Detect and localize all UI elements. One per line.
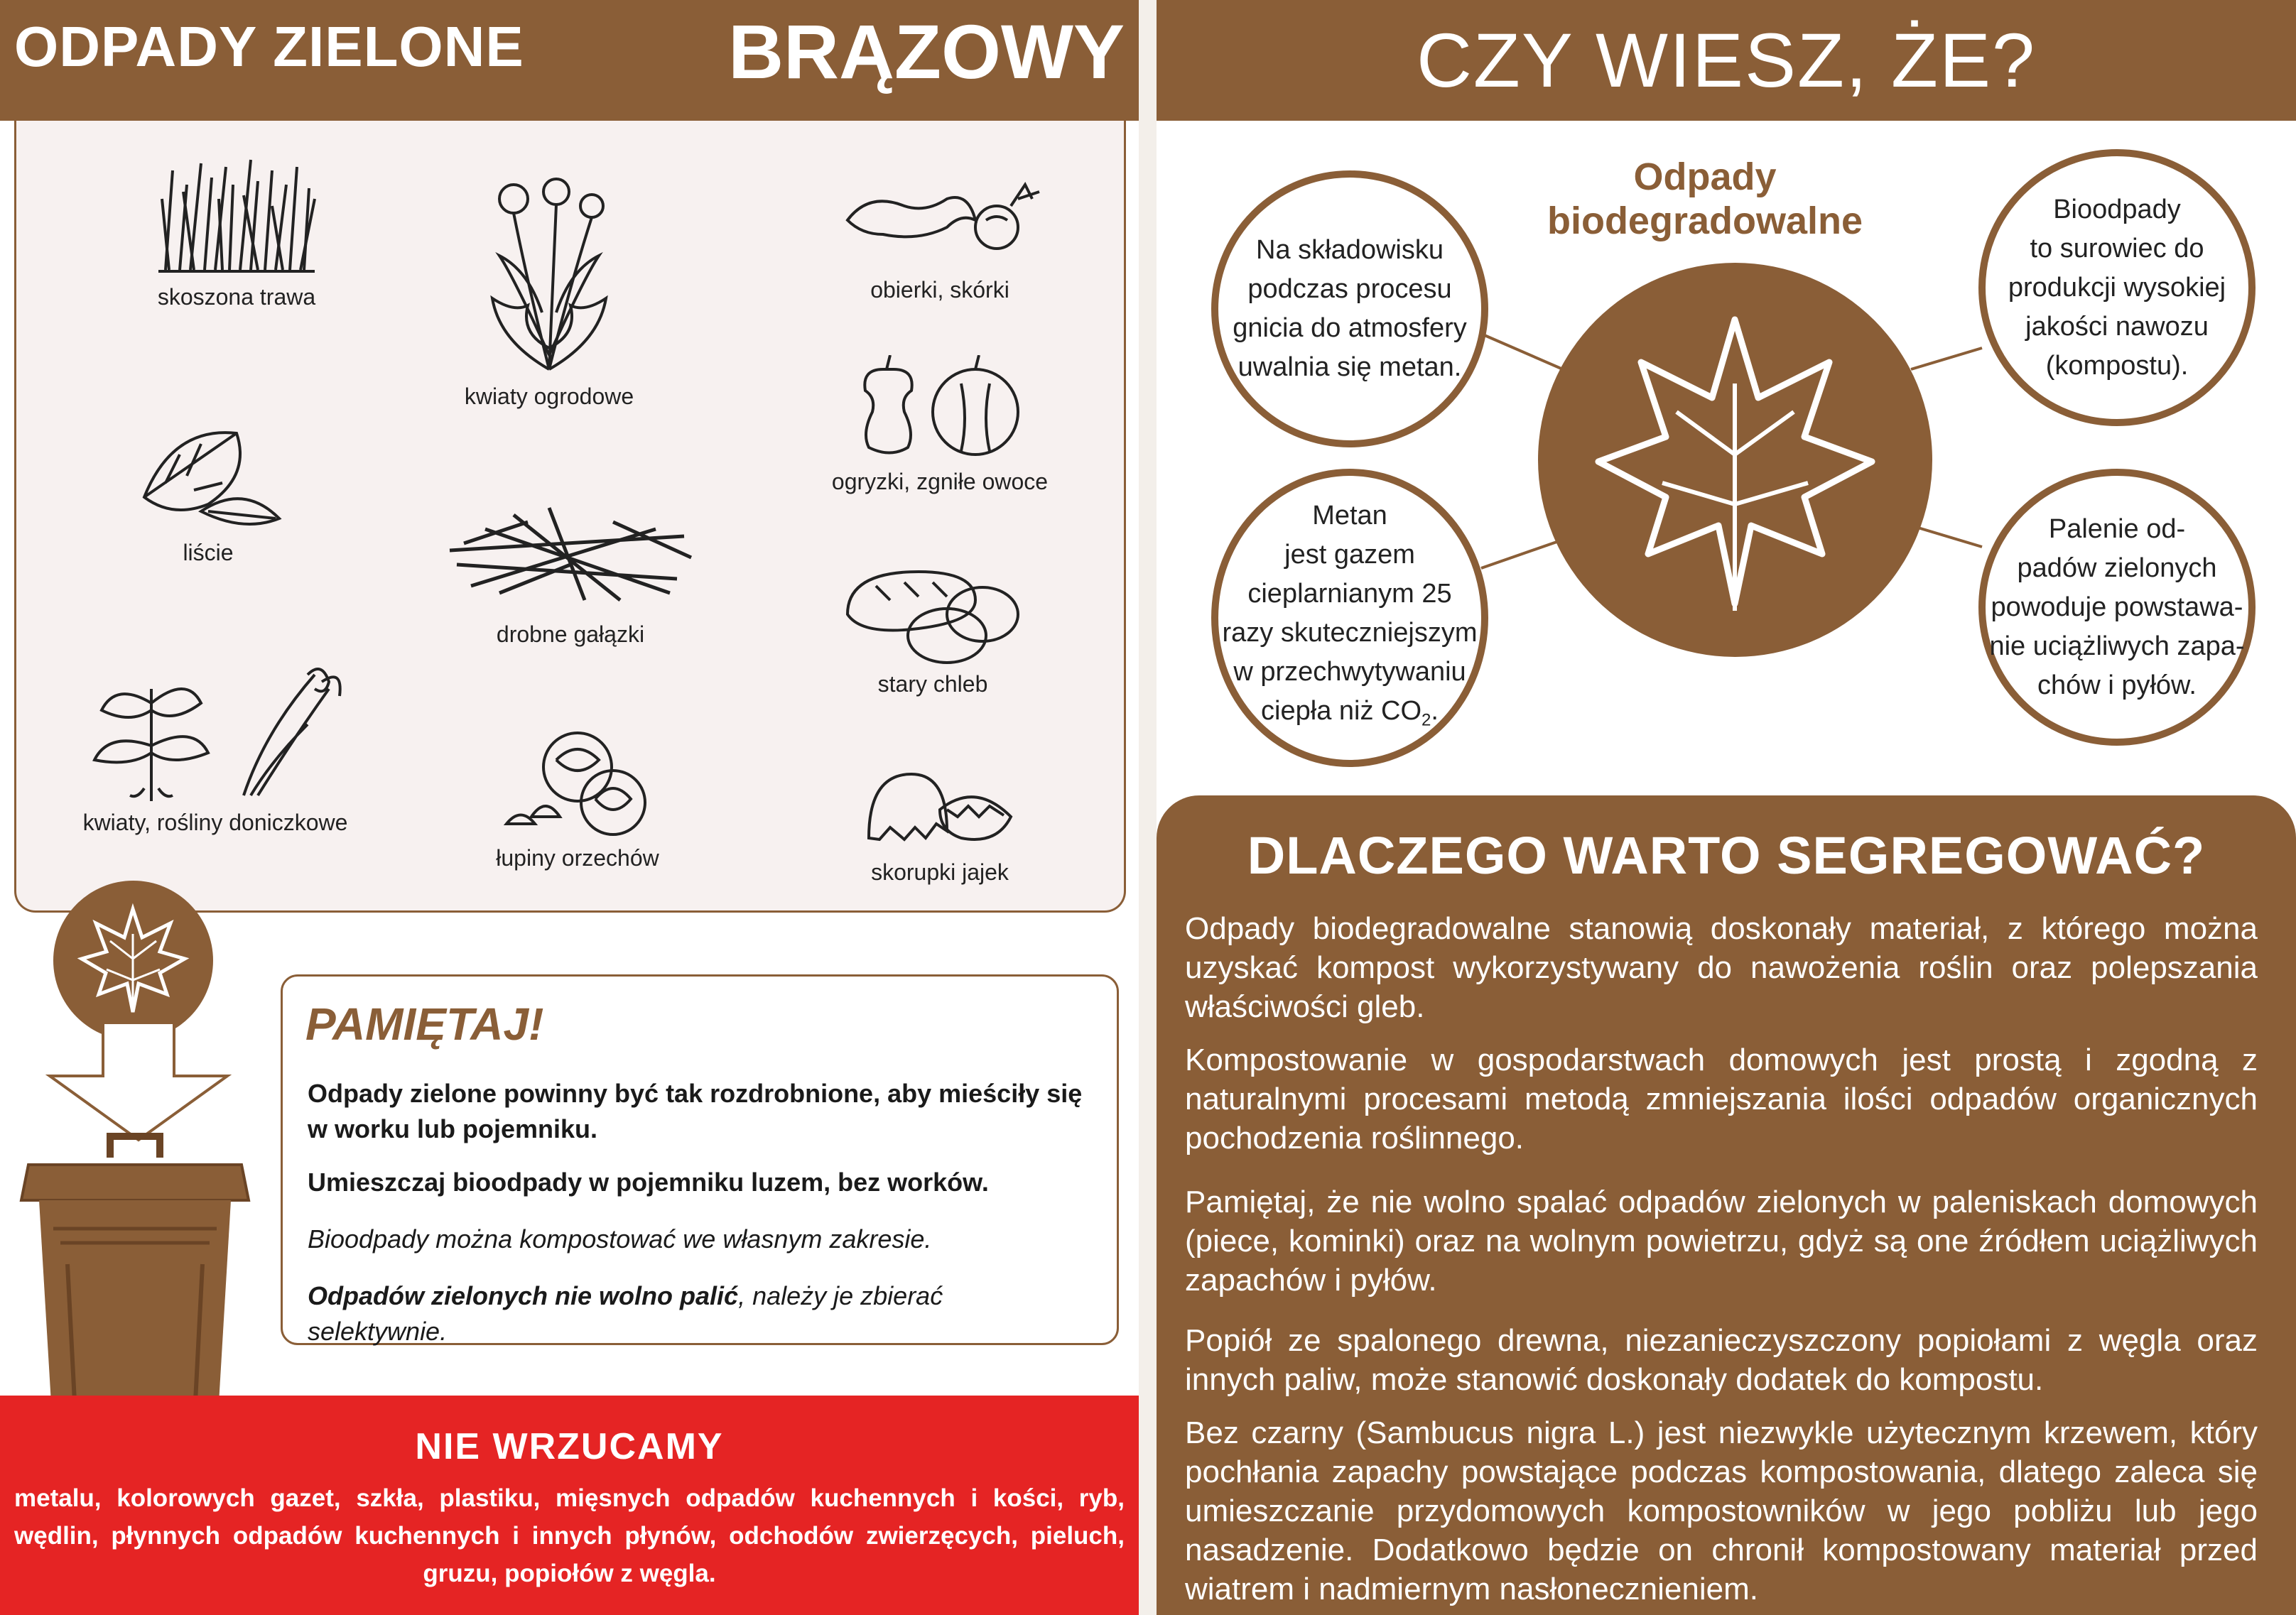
- remember-tip-1: Odpady zielone powinny być tak rozdrobnione, aby mieściły się w worku lub pojemniku.: [308, 1079, 1083, 1143]
- why-paragraph: Odpady biodegradowalne stanowią doskonały materiał, z którego można uzyskać kompost wykorzystywany do nawożenia roślin oraz polepszania właściwości gleb.: [1185, 911, 2258, 1024]
- fact-text: Bioodpady to surowiec do produkcji wysokiej jakości nawozu (kompostu).: [2008, 194, 2226, 381]
- fact-text: Metan jest gazem cieplarnianym 25 razy skuteczniejszym w przechwytywaniu ciepła niż CO: [1222, 500, 1478, 726]
- not-allowed-text: metalu, kolorowych gazet, szkła, plastiku, mięsnych odpadów kuchennych i kości, ryb, wędlin, płynnych odpadów kuchennych i innych płynów, odchodów zwierzęcych, pieluch, gruzu, popiołów z węgla.: [14, 1484, 1125, 1587]
- why-segregate-panel: [1157, 795, 2296, 1615]
- fact-text: Na składowisku podczas procesu gnicia do atmosfery uwalnia się metan.: [1233, 235, 1467, 382]
- remember-box: [281, 974, 1119, 1345]
- fact-bubble-greenhouse: [1211, 469, 1488, 767]
- left-header-title: ODPADY ZIELONE: [14, 15, 524, 78]
- item-label: ogryzki, zgniłe owoce: [831, 469, 1049, 494]
- why-title: DLACZEGO WARTO SEGREGOWAĆ?: [1247, 826, 2206, 885]
- maple-leaf-icon: [53, 881, 213, 1040]
- remember-tip-4-rest: , należy je zbierać selektywnie.: [308, 1281, 943, 1346]
- item-label: skorupki jajek: [871, 859, 1009, 885]
- remember-tip-4-bold: Odpadów zielonych nie wolno palić: [308, 1281, 739, 1310]
- diagram-subtitle: Odpady biodegradowalne: [1547, 156, 1863, 242]
- fact-bubble-compost: [1978, 149, 2256, 426]
- item-label: kwiaty ogrodowe: [464, 384, 634, 409]
- why-paragraph: Kompostowanie w gospodarstwach domowych jest prostą i zgodną z naturalnymi procesami metodą zmniejszania ilości odpadów organicznych pochodzenia roślinnego.: [1185, 1043, 2258, 1155]
- fact-text-wrap: [1222, 496, 1478, 740]
- fact-bubble-methane-landfill: [1211, 170, 1488, 447]
- not-allowed-bar: [0, 1396, 1139, 1615]
- remember-title: PAMIĘTAJ!: [305, 999, 544, 1050]
- remember-tip-3: Bioodpady można kompostować we własnym zakresie.: [308, 1224, 932, 1254]
- remember-tip-4: [308, 1278, 1089, 1349]
- why-paragraph: Bez czarny (Sambucus nigra L.) jest niezwykle użytecznym krzewem, który pochłania zapachy powstające podczas kompostowania, dlatego zaleca się umieszczanie przydomowych kompostowników w jego pobliżu lub jego nasadzenie. Dodatkowo będzie on chronił kompostowany materiał przed wiatrem i nadmiernym nasłonecznieniem.: [1185, 1415, 2258, 1606]
- why-paragraph: Pamiętaj, że nie wolno spalać odpadów zielonych w paleniskach domowych (piece, kominki) oraz na wolnym powietrzu, gdyż są one źródłem uciążliwych zapachów i pyłów.: [1185, 1185, 2258, 1298]
- fact-subscript: 2: [1422, 710, 1431, 730]
- not-allowed-title: NIE WRZUCAMY: [415, 1426, 724, 1467]
- item-label: skoszona trawa: [157, 284, 316, 310]
- fact-text-end: .: [1431, 695, 1439, 726]
- maple-leaf-icon: [1538, 263, 1932, 657]
- fact-text: Palenie od- padów zielonych powoduje powstawa- nie uciążliwych zapa- chów i pyłów.: [1989, 513, 2245, 700]
- remember-tip-2: Umieszczaj bioodpady w pojemniku luzem, bez worków.: [308, 1168, 989, 1197]
- item-label: stary chleb: [877, 671, 988, 697]
- item-label: obierki, skórki: [870, 277, 1009, 303]
- item-label: kwiaty, rośliny doniczkowe: [82, 810, 348, 835]
- diagram-center: [1538, 263, 1932, 657]
- bin-color-title: BRĄZOWY: [728, 9, 1125, 94]
- leaf-badge: [53, 881, 213, 1040]
- item-label: liście: [183, 540, 234, 565]
- right-header-title: CZY WIESZ, ŻE?: [1416, 17, 2037, 103]
- diagram-connectors: [0, 0, 2296, 795]
- item-label: drobne gałązki: [496, 621, 645, 647]
- item-label: łupiny orzechów: [496, 845, 659, 871]
- fact-bubble-burning: [1978, 469, 2256, 746]
- why-paragraph: Popiół ze spalonego drewna, niezanieczyszczony popiołami z węgla oraz innych paliw, może stanowić doskonały dodatek do kompostu.: [1185, 1323, 2258, 1397]
- down-arrow-icon: [43, 1023, 234, 1143]
